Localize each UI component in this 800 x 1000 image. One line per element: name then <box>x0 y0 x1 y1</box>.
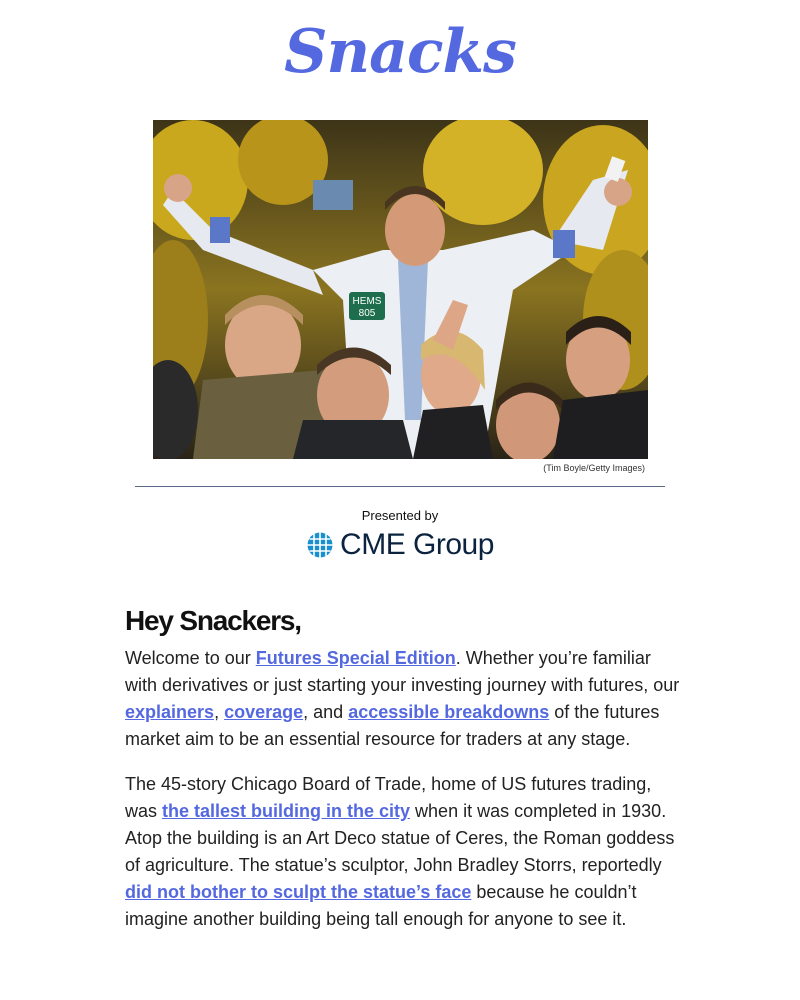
presented-by-label: Presented by <box>361 508 439 523</box>
snacks-logo[interactable]: Snacks <box>284 17 516 87</box>
link-tallest-building[interactable]: the tallest building in the city <box>162 801 411 821</box>
link-explainers[interactable]: explainers <box>125 702 215 722</box>
link-accessible-breakdowns[interactable]: accessible breakdowns <box>348 702 550 722</box>
intro-paragraph-1 <box>125 645 685 753</box>
text: , <box>214 702 225 722</box>
greeting-heading: Hey Snackers, <box>125 605 301 636</box>
text: . Whether you’re familiar with derivatives or just starting your investing journey with futures, our <box>125 648 680 695</box>
sponsor-name: CME Group <box>340 528 494 561</box>
text: because he couldn’t imagine another building being tall enough for anyone to see it. <box>125 882 637 929</box>
badge-text-1: HEMS <box>352 296 382 307</box>
text: Welcome to our <box>125 648 256 668</box>
hero-photo <box>153 120 648 459</box>
globe-icon <box>306 531 334 559</box>
badge-text-2: 805 <box>358 308 376 319</box>
intro-paragraph-2 <box>125 771 685 933</box>
intro-section <box>125 605 685 951</box>
trading-floor-photo <box>153 120 648 459</box>
photo-credit: (Tim Boyle/Getty Images) <box>543 463 645 473</box>
link-coverage[interactable]: coverage <box>224 702 304 722</box>
text: The 45-story Chicago Board of Trade, home of US futures trading, was <box>125 774 652 821</box>
text: of the futures market aim to be an essential resource for traders at any stage. <box>125 702 660 749</box>
link-futures-special-edition[interactable]: Futures Special Edition <box>255 648 456 668</box>
sponsor-logo[interactable] <box>0 528 800 562</box>
header <box>0 18 800 86</box>
text: when it was completed in 1930. Atop the building is an Art Deco statue of Ceres, the Roman goddess of agriculture. The statue’s sculptor, John Bradley Storrs, reportedly <box>125 801 675 875</box>
divider <box>135 486 665 487</box>
text: , and <box>303 702 349 722</box>
link-statue-face[interactable]: did not bother to sculpt the statue’s face <box>125 882 472 902</box>
